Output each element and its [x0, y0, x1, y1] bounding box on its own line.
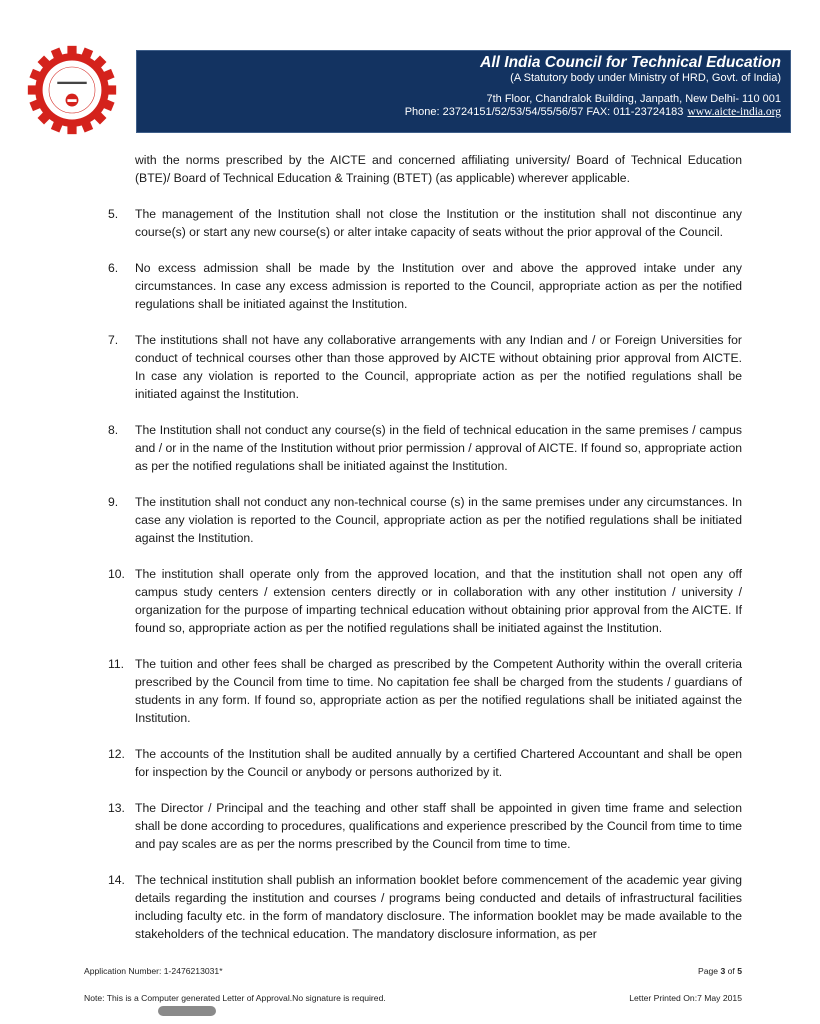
list-item	[108, 259, 742, 313]
item-number: 10.	[108, 567, 125, 581]
conditions-list	[108, 205, 742, 943]
item-text: The Director / Principal and the teaching and other staff shall be appointed in given time frame and selection shall be done according to procedures, qualifications and experience prescribed by the Council from time to time and pay scales are as per the norms prescribed by the Council from time to time.	[135, 801, 742, 851]
item-text: The accounts of the Institution shall be audited annually by a certified Chartered Accountant and shall be open for inspection by the Council or anybody or persons authorized by it.	[135, 747, 742, 779]
list-item	[108, 205, 742, 241]
item-number: 9.	[108, 495, 119, 509]
aicte-logo	[26, 44, 118, 136]
page-of: of	[725, 966, 738, 976]
list-item	[108, 565, 742, 637]
item-text: The technical institution shall publish an information booklet before commencement of the academic year giving details regarding the institution and courses / programs being conducted and details of infrastructural facilities including faculty etc. in the form of mandatory disclosure. The information booklet may be made available to the stakeholders of the technical education. The mandatory disclosure information, as per	[135, 873, 742, 941]
list-item	[108, 421, 742, 475]
printed-date: Letter Printed On:7 May 2015	[629, 993, 742, 1003]
phone-fax: Phone: 23724151/52/53/54/55/56/57 FAX: 011-23724183	[404, 106, 684, 118]
page-indicator	[698, 966, 742, 976]
item-number: 11.	[108, 657, 125, 671]
item-number: 12.	[108, 747, 125, 761]
organization-name: All India Council for Technical Education	[480, 54, 781, 71]
gear-emblem-icon	[26, 44, 118, 136]
item-number: 5.	[108, 207, 119, 221]
item-text: The institutions shall not have any collaborative arrangements with any Indian and / or Foreign Universities for conduct of technical courses other than those approved by AICTE without obtaining prior approval from AICTE. In case any violation is reported to the Council, appropriate action as per the notified regulations shall be initiated against the Institution.	[135, 333, 742, 401]
page-prefix: Page	[698, 966, 721, 976]
item-text: The management of the Institution shall not close the Institution or the institution shall not discontinue any course(s) or start any new course(s) or alter intake capacity of seats without the prior approval of the Council.	[135, 207, 742, 239]
item-number: 6.	[108, 261, 119, 275]
website-link[interactable]: www.aicte-india.org	[687, 106, 781, 118]
list-item	[108, 799, 742, 853]
item-number: 7.	[108, 333, 119, 347]
organization-subtitle: (A Statutory body under Ministry of HRD, Govt. of India)	[510, 72, 781, 84]
organization-address: 7th Floor, Chandralok Building, Janpath, New Delhi- 110 001	[486, 93, 781, 105]
document-body	[108, 151, 742, 943]
horizontal-scrollbar-thumb[interactable]	[158, 1006, 216, 1016]
continuation-paragraph: with the norms prescribed by the AICTE and concerned affiliating university/ Board of Technical Education (BTE)/ Board of Technical Education & Training (BTET) (as applicable) wherever applicable.	[135, 153, 742, 185]
item-text: No excess admission shall be made by the Institution over and above the approved intake under any circumstances. In case any excess admission is reported to the Council, appropriate action as per the notified regulations shall be initiated against the Institution.	[135, 261, 742, 311]
list-item	[108, 655, 742, 727]
contact-line	[137, 106, 781, 119]
item-text: The institution shall operate only from the approved location, and that the institution shall not open any off campus study centers / extension centers directly or in collaboration with any other institution / university / organization for the purpose of imparting technical education without obtaining prior approval from the AICTE. If found so, appropriate action as per the notified regulations shall be initiated against the Institution.	[135, 567, 742, 635]
header-banner	[136, 50, 791, 133]
page-current: 3	[720, 966, 726, 976]
item-number: 13.	[108, 801, 125, 815]
page-total: 5	[737, 966, 742, 976]
item-number: 8.	[108, 423, 119, 437]
footer-note: Note: This is a Computer generated Letter of Approval.No signature is required.	[84, 993, 386, 1003]
item-number: 14.	[108, 873, 125, 887]
item-text: The tuition and other fees shall be charged as prescribed by the Competent Authority within the overall criteria prescribed by the Council from time to time. No capitation fee shall be charged from the students / guardians of students in any form. If found so, appropriate action as per the notified regulations shall be initiated against the Institution.	[135, 657, 742, 725]
item-text: The institution shall not conduct any non-technical course (s) in the same premises under any circumstances. In case any violation is reported to the Council, appropriate action as per the notified regulations shall be initiated against the Institution.	[135, 495, 742, 545]
list-item	[108, 331, 742, 403]
list-item	[108, 493, 742, 547]
list-item	[108, 871, 742, 943]
item-text: The Institution shall not conduct any course(s) in the field of technical education in the same premises / campus and / or in the name of the Institution without prior permission / approval of AICTE. If found so, appropriate action as per the notified regulations shall be initiated against the Institution.	[135, 423, 742, 473]
application-number: Application Number: 1-2476213031*	[84, 966, 223, 976]
list-item	[108, 745, 742, 781]
